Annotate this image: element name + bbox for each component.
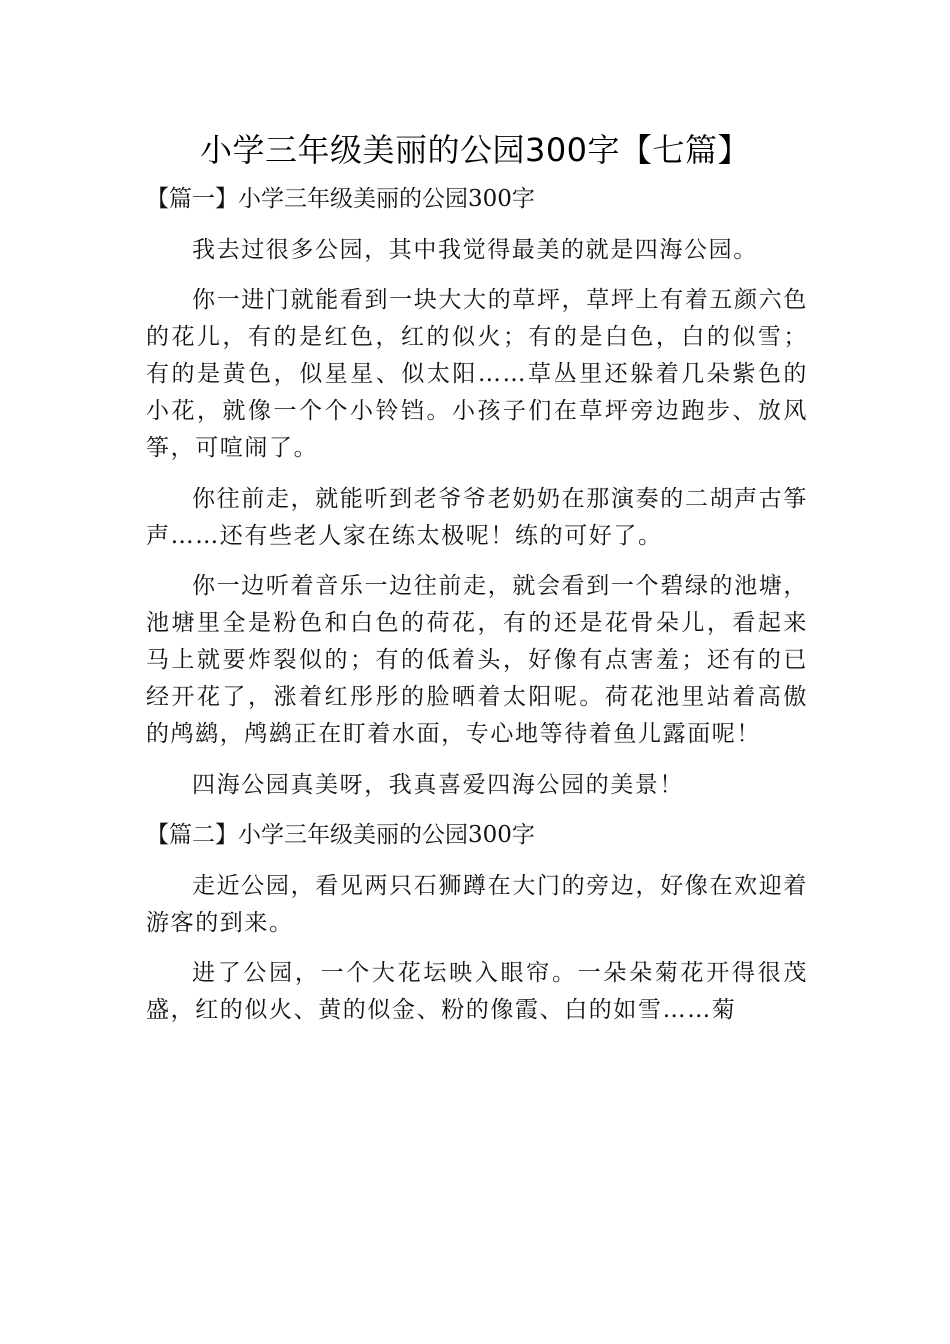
paragraph: 你一进门就能看到一块大大的草坪，草坪上有着五颜六色的花儿，有的是红色，红的似火；有的是白色，白的似雪；有的是黄色，似星星、似太阳……草丛里还躲着几朵紫色的小花，就像一个个小铃铛。小孩子们在草坪旁边跑步、放风筝，可喧闹了。: [146, 287, 808, 461]
paragraph: 你一边听着音乐一边往前走，就会看到一个碧绿的池塘，池塘里全是粉色和白色的荷花，有的还是花骨朵儿，看起来马上就要炸裂似的；有的低着头，好像有点害羞；还有的已经开花了，涨着红彤彤的脸晒着太阳呢。荷花池里站着高傲的鸬鹚，鸬鹚正在盯着水面，专心地等待着鱼儿露面呢！: [146, 573, 808, 747]
document-body: [146, 181, 808, 1043]
section-heading-2: 【篇二】小学三年级美丽的公园300字: [146, 822, 535, 848]
paragraph: 你往前走，就能听到老爷爷老奶奶在那演奏的二胡声古筝声……还有些老人家在练太极呢！练的可好了。: [146, 485, 808, 549]
document-title: 小学三年级美丽的公园300字【七篇】: [199, 131, 751, 169]
paragraph: 四海公园真美呀，我真喜爱四海公园的美景！: [192, 771, 684, 798]
paragraph: 我去过很多公园，其中我觉得最美的就是四海公园。: [192, 236, 758, 263]
paragraph: 走近公园，看见两只石狮蹲在大门的旁边，好像在欢迎着游客的到来。: [146, 872, 808, 936]
paragraph: 进了公园，一个大花坛映入眼帘。一朵朵菊花开得很茂盛，红的似火、黄的似金、粉的像霞、白的如雪……菊: [146, 960, 808, 1023]
section-heading-1: 【篇一】小学三年级美丽的公园300字: [146, 186, 535, 212]
